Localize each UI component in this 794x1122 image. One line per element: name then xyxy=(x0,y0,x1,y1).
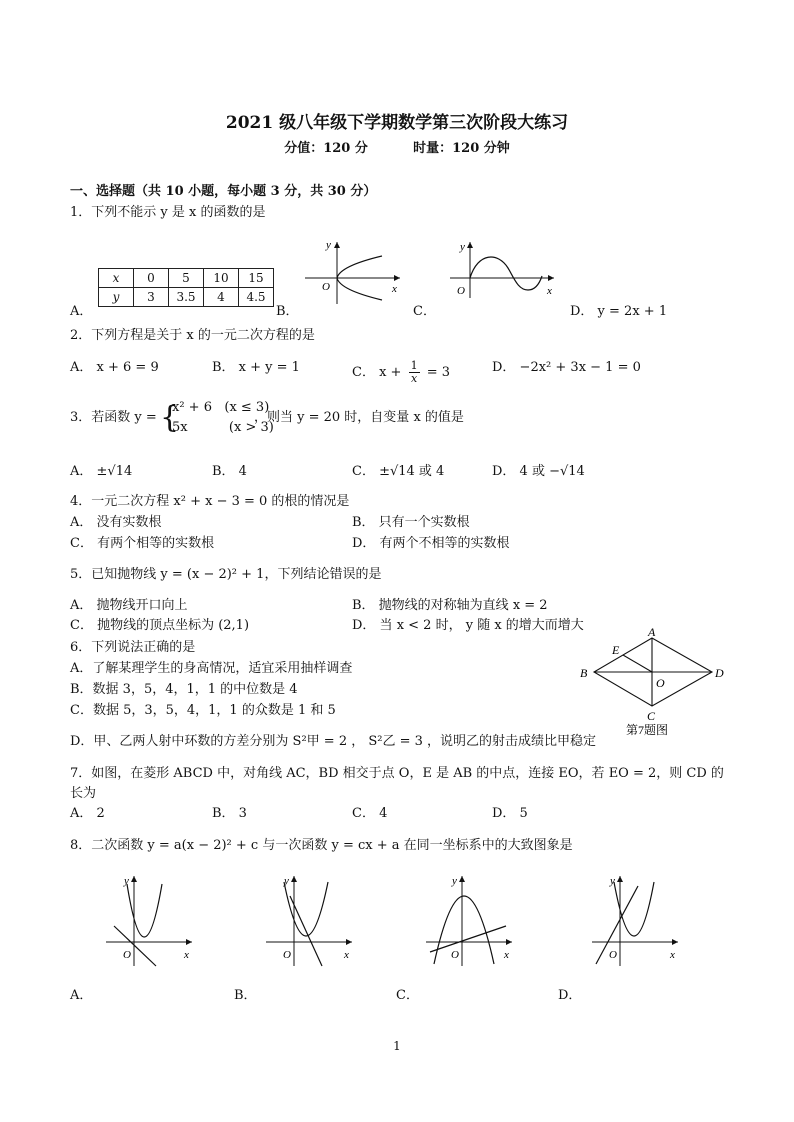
q4-stem: 4．一元二次方程 x² + x − 3 = 0 的根的情况是 xyxy=(70,494,350,509)
axis-y-label: y xyxy=(452,875,457,887)
brace-icon: { xyxy=(160,400,180,435)
q8-option-b-label: B． xyxy=(234,988,257,1003)
q2-option-b: B． x + y = 1 xyxy=(212,360,300,375)
figure-caption: 第7题图 xyxy=(626,723,669,737)
q3-option-d: D． 4 或 −√14 xyxy=(492,464,585,479)
q3-option-b: B． 4 xyxy=(212,464,247,479)
axis-x-label: x xyxy=(344,949,349,961)
page-title: 2021 级八年级下学期数学第三次阶段大练习 xyxy=(225,113,569,133)
q2-c-suffix: = 3 xyxy=(426,365,451,380)
point-label-d: D xyxy=(715,666,724,680)
q6-stem: 6．下列说法正确的是 xyxy=(70,640,196,655)
table-cell: 4 xyxy=(204,288,239,307)
q8-stem: 8．二次函数 y = a(x − 2)² + c 与一次函数 y = cx + a 在同一坐标系中的大致图象是 xyxy=(70,838,573,853)
q3-option-c: C． ±√14 或 4 xyxy=(352,464,445,479)
q2-c-prefix: C． x + xyxy=(352,365,402,380)
point-label-c: C xyxy=(647,709,656,723)
axis-x-label: x xyxy=(547,285,552,297)
q6-option-a: A．了解某理学生的身高情况，适宜采用抽样调查 xyxy=(70,661,353,676)
q7-figure xyxy=(574,624,734,742)
axis-y-label: y xyxy=(326,239,331,251)
q2-option-c xyxy=(352,360,450,385)
axis-y-label: y xyxy=(460,241,465,253)
origin-label: O xyxy=(451,949,459,961)
axis-x-label: x xyxy=(184,949,189,961)
q6-option-b: B．数据 3，5，4，1，1 的中位数是 4 xyxy=(70,682,298,697)
axis-x-label: x xyxy=(504,949,509,961)
q4-option-d: D． 有两个不相等的实数根 xyxy=(352,536,510,551)
q1-option-d: D． y = 2x + 1 xyxy=(570,304,668,319)
table-cell: 10 xyxy=(204,269,239,288)
point-label-e: E xyxy=(612,643,620,657)
q1-option-b-label: B． xyxy=(276,304,299,319)
axis-y-label: y xyxy=(124,875,129,887)
q4-option-c: C． 有两个相等的实数根 xyxy=(70,536,215,551)
q8-graph-c xyxy=(424,872,516,968)
q5-option-c: C． 抛物线的顶点坐标为 (2,1) xyxy=(70,618,250,633)
q5-option-a: A． 抛物线开口向上 xyxy=(70,598,188,613)
q7-option-c: C． 4 xyxy=(352,806,388,821)
q3-option-a: A． ±√14 xyxy=(70,464,133,479)
table-cell: y xyxy=(99,288,134,307)
exam-info: 分值：120 分 时量：120 分钟 xyxy=(284,141,510,156)
table-cell: 3 xyxy=(134,288,169,307)
q8-option-a-label: A． xyxy=(70,988,93,1003)
origin-label: O xyxy=(457,285,465,297)
origin-label: O xyxy=(123,949,131,961)
fraction-denominator: x xyxy=(410,372,418,385)
q2-option-a: A． x + 6 = 9 xyxy=(70,360,159,375)
q3-stem-prefix: 3．若函数 y = xyxy=(70,410,157,425)
q8-option-d-label: D． xyxy=(558,988,582,1003)
q2-stem: 2．下列方程是关于 x 的一元二次方程的是 xyxy=(70,328,315,343)
q1-table xyxy=(98,268,274,307)
section-heading: 一、选择题（共 10 小题，每小题 3 分，共 30 分） xyxy=(70,184,377,199)
fraction-numerator: 1 xyxy=(410,359,418,372)
q8-graph-b xyxy=(264,872,356,968)
q3-stem-suffix: ，则当 y = 20 时，自变量 x 的值是 xyxy=(254,410,464,425)
table-cell: x xyxy=(99,269,134,288)
table-cell: 3.5 xyxy=(169,288,204,307)
q3-case-2: 5x (x > 3) xyxy=(172,420,274,435)
q1-graph-b xyxy=(300,236,410,306)
q5-option-d: D． 当 x < 2 时， y 随 x 的增大而增大 xyxy=(352,618,584,633)
axis-y-label: y xyxy=(610,875,615,887)
q6-option-c: C．数据 5，3，5，4，1，1 的众数是 1 和 5 xyxy=(70,703,336,718)
axis-y-label: y xyxy=(284,875,289,887)
origin-label: O xyxy=(322,281,330,293)
origin-label: O xyxy=(283,949,291,961)
q5-stem: 5．已知抛物线 y = (x − 2)² + 1，下列结论错误的是 xyxy=(70,567,382,582)
q7-option-a: A． 2 xyxy=(70,806,105,821)
table-cell: 15 xyxy=(239,269,274,288)
q7-stem-line1: 7．如图，在菱形 ABCD 中，对角线 AC，BD 相交于点 O，E 是 AB 的中点，连接 EO，若 EO = 2，则 CD 的 xyxy=(70,766,724,781)
q1-option-c-label: C． xyxy=(413,304,436,319)
q1-graph-c xyxy=(448,238,560,300)
q7-option-b: B． 3 xyxy=(212,806,247,821)
q3-case-1: x² + 6 (x ≤ 3) xyxy=(172,400,270,415)
q4-option-a: A． 没有实数根 xyxy=(70,515,162,530)
table-cell: 5 xyxy=(169,269,204,288)
q5-option-b: B． 抛物线的对称轴为直线 x = 2 xyxy=(352,598,548,613)
q6-option-d: D．甲、乙两人射中环数的方差分别为 S²甲 = 2 ， S²乙 = 3 ，说明乙的射击成绩比甲稳定 xyxy=(70,734,597,749)
point-label-b: B xyxy=(580,666,588,680)
table-cell: 0 xyxy=(134,269,169,288)
q1-stem: 1．下列不能示 y 是 x 的函数的是 xyxy=(70,205,266,220)
q8-option-c-label: C． xyxy=(396,988,419,1003)
axis-x-label: x xyxy=(392,283,397,295)
q7-stem-line2: 长为 xyxy=(70,786,97,801)
origin-label: O xyxy=(609,949,617,961)
q7-option-d: D． 5 xyxy=(492,806,528,821)
page-number: 1 xyxy=(393,1039,401,1053)
point-label-o: O xyxy=(656,676,665,690)
q8-graph-a xyxy=(104,872,196,968)
q2-option-d: D． −2x² + 3x − 1 = 0 xyxy=(492,360,641,375)
axis-x-label: x xyxy=(670,949,675,961)
table-cell: 4.5 xyxy=(239,288,274,307)
point-label-a: A xyxy=(648,625,656,639)
q8-graph-d xyxy=(590,872,682,968)
q4-option-b: B． 只有一个实数根 xyxy=(352,515,470,530)
q1-option-a-label: A． xyxy=(70,304,93,319)
